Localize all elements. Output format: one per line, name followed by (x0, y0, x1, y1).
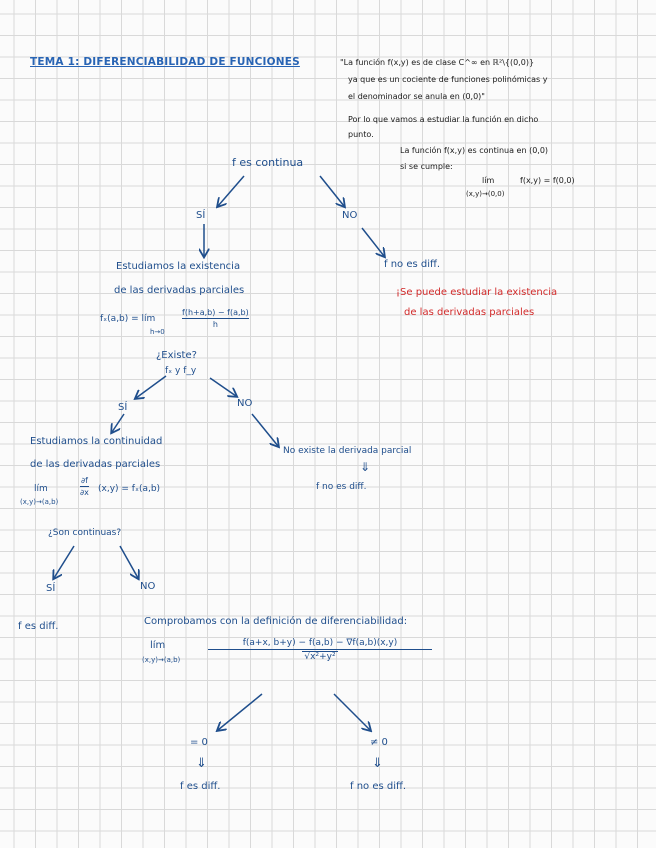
partial-def-numerator: f(h+a,b) − f(a,b) (182, 308, 249, 317)
double-arrow-3: ⇓ (372, 756, 383, 771)
cont-limit-numerator: ∂f (80, 476, 88, 485)
estudiamos-existencia-1: Estudiamos la existencia (116, 261, 241, 272)
arrow-continua-si (218, 176, 244, 206)
arrow-continua-no (320, 176, 344, 206)
limit-word: lím (482, 176, 495, 185)
red-note-line-2: de las derivadas parciales (404, 307, 535, 318)
existe-question: ¿Existe? (156, 350, 197, 361)
intro-line-2: ya que es un cociente de funciones polinómicas y (348, 75, 548, 84)
arrow-no-fnodiff (362, 228, 384, 256)
sqrt-expression: √x²+y² (304, 652, 336, 662)
double-arrow-1: ⇓ (360, 460, 371, 474)
cont-limit-rhs: (x,y) = fₓ(a,b) (98, 484, 161, 494)
arrow-existe-no (210, 378, 236, 396)
partial-def-sub: h→0 (150, 328, 165, 336)
label-si-1: SÍ (196, 210, 206, 221)
arrow-continuas-no (120, 546, 138, 578)
label-eq-zero: = 0 (190, 737, 208, 748)
son-continuas-question: ¿Son continuas? (48, 528, 122, 538)
arrow-def-neq (334, 694, 370, 730)
double-arrow-2: ⇓ (196, 756, 207, 771)
cont-limit-denominator: ∂x (80, 488, 89, 497)
continuity-line-1: La función f(x,y) es continua en (0,0) (400, 146, 549, 155)
node-f-es-continua: f es continua (232, 156, 304, 169)
node-f-no-diff-2: f no es diff. (316, 482, 367, 492)
arrow-continuas-si (54, 546, 74, 578)
red-note-line-1: ¡Se puede estudiar la existencia (396, 287, 558, 298)
arrow-def-eq (218, 694, 262, 730)
label-neq-zero: ≠ 0 (370, 737, 388, 748)
diff-def-numerator: f(a+x, b+y) − f(a,b) − ∇f(a,b)(x,y) (242, 638, 398, 648)
label-si-2: SÍ (118, 402, 128, 413)
cont-limit-lim: lím (34, 484, 48, 494)
arrow-existe-si (136, 376, 166, 398)
arrow-no2-noexiste (252, 414, 278, 446)
study-line-1: Por lo que vamos a estudiar la función en dicho (348, 115, 539, 124)
node-f-no-diff-1: f no es diff. (384, 259, 441, 270)
limit-expression: f(x,y) = f(0,0) (520, 176, 575, 185)
limit-subscript: (x,y)→(0,0) (466, 190, 505, 198)
partial-def-lhs: fₓ(a,b) = lím (100, 314, 156, 324)
arrow-si2-estudiamos (112, 414, 124, 432)
no-existe-derivada: No existe la derivada parcial (283, 446, 412, 456)
label-no-3: NO (140, 581, 156, 592)
partial-def-denominator: h (212, 320, 218, 329)
label-no-2: NO (237, 398, 253, 409)
cont-limit-sub: (x,y)→(a,b) (20, 498, 59, 506)
label-si-3: SÍ (46, 583, 56, 594)
node-f-es-diff-1: f es diff. (18, 621, 59, 632)
page-title: TEMA 1: DIFERENCIABILIDAD DE FUNCIONES (30, 56, 300, 68)
node-f-no-diff-3: f no es diff. (350, 781, 407, 792)
comprobamos-text: Comprobamos con la definición de diferenciabilidad: (144, 616, 408, 627)
diff-def-sub: (x,y)→(a,b) (142, 656, 181, 664)
fx-fy-label: fₓ y f_y (165, 366, 197, 376)
estudiamos-continuidad-1: Estudiamos la continuidad (30, 436, 163, 447)
study-line-2: punto. (348, 130, 374, 139)
estudiamos-continuidad-2: de las derivadas parciales (30, 459, 161, 470)
node-f-es-diff-2: f es diff. (180, 781, 221, 792)
estudiamos-existencia-2: de las derivadas parciales (114, 285, 245, 296)
intro-line-3: el denominador se anula en (0,0)" (348, 92, 485, 101)
continuity-line-2: si se cumple: (400, 162, 453, 171)
label-no-1: NO (342, 210, 358, 221)
diff-def-lim: lím (150, 640, 166, 651)
intro-line-1: "La función f(x,y) es de clase C^∞ en ℝ²\{(0,0)} (340, 58, 535, 67)
